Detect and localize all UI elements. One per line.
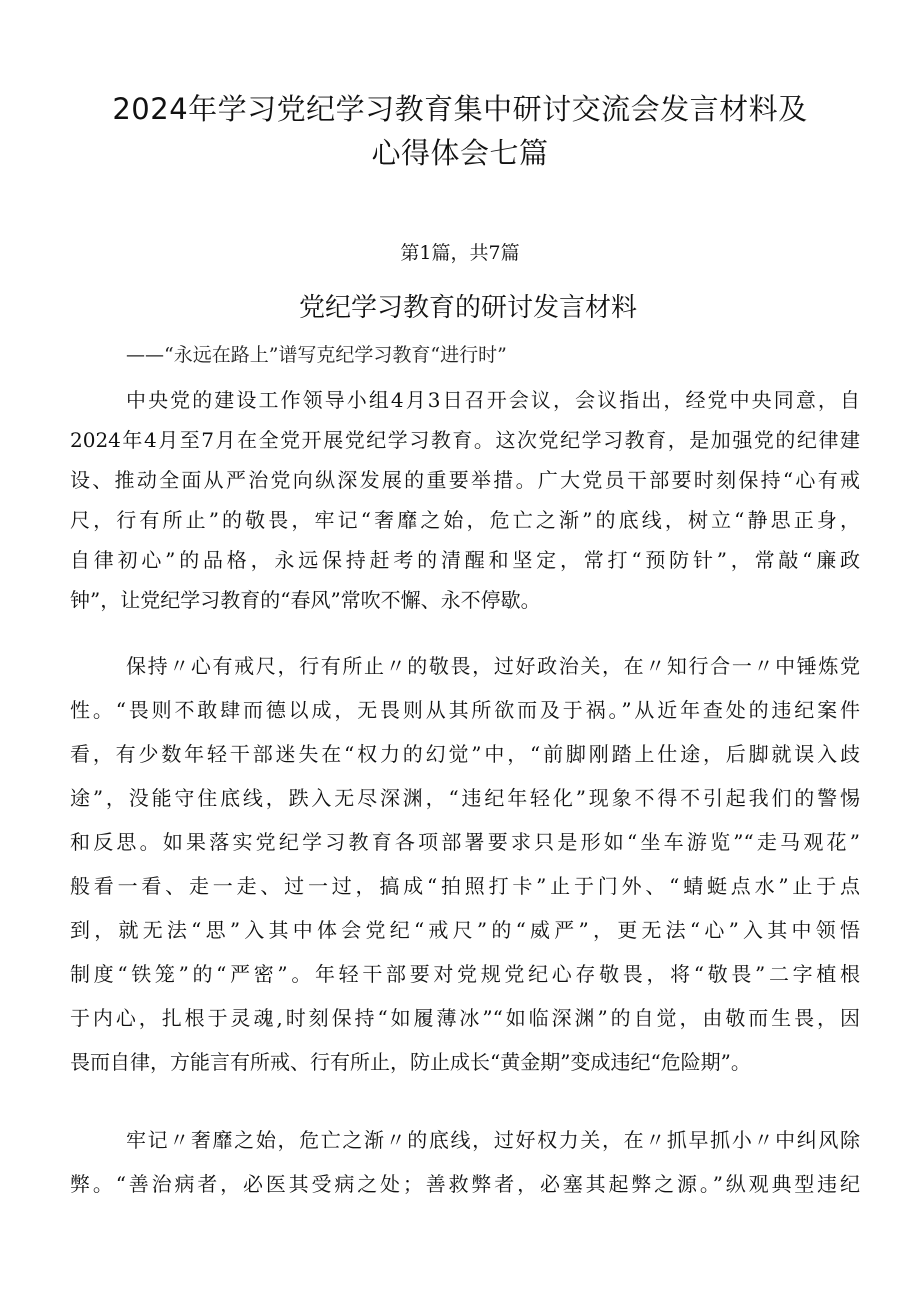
paragraph-line: 和反思。如果落实党纪学习教育各项部署要求只是形如“坐车游览”“走马观花” [70, 830, 860, 854]
paragraph-line: 钟”，让党纪学习教育的“春风”常吹不懈、永不停歇。 [70, 588, 541, 612]
paragraph-line: 中央党的建设工作领导小组4月3日召开会议，会议指出，经党中央同意，自 [126, 388, 860, 412]
paragraph-line: 自律初心”的品格，永远保持赶考的清醒和坚定，常打“预防针”，常敲“廉政 [70, 548, 860, 572]
paragraph-line: 途”，没能守住底线，跌入无尽深渊，“违纪年轻化”现象不得不引起我们的警惕 [70, 786, 860, 810]
paragraph-line: 看，有少数年轻干部迷失在“权力的幻觉”中，“前脚刚踏上仕途，后脚就误入歧 [70, 742, 860, 766]
paragraph-line: 2024年4月至7月在全党开展党纪学习教育。这次党纪学习教育，是加强党的纪律建 [70, 428, 860, 452]
paragraph-line: 畏而自律，方能言有所戒、行有所止，防止成长“黄金期”变成违纪“危险期”。 [70, 1050, 751, 1074]
document-title-line-1: 2024年学习党纪学习教育集中研讨交流会发言材料及 [112, 92, 808, 126]
paragraph-line: 制度“铁笼”的“严密”。年轻干部要对党规党纪心存敬畏，将“敬畏”二字植根 [70, 962, 860, 986]
paragraph-line: 保持〃心有戒尺，行有所止〃的敬畏，过好政治关，在〃知行合一〃中锤炼党 [126, 654, 860, 678]
paragraph-line: 弊。“善治病者，必医其受病之处；善救弊者，必塞其起弊之源。”纵观典型违纪 [70, 1172, 860, 1196]
paragraph-line: 尺，行有所止”的敬畏，牢记“奢靡之始，危亡之渐”的底线，树立“静思正身， [70, 508, 860, 532]
paragraph-line: 设、推动全面从严治党向纵深发展的重要举措。广大党员干部要时刻保持“心有戒 [70, 468, 860, 492]
paragraph-line: 于内心，扎根于灵魂,时刻保持“如履薄冰”“如临深渊”的自觉，由敬而生畏，因 [70, 1006, 860, 1030]
paragraph-line: 般看一看、走一走、过一过，搞成“拍照打卡”止于门外、“蜻蜓点水”止于点 [70, 874, 860, 898]
paragraph-line: 牢记〃奢靡之始，危亡之渐〃的底线，过好权力关，在〃抓早抓小〃中纠风除 [126, 1128, 860, 1152]
document-title-line-2: 心得体会七篇 [371, 136, 549, 170]
part-counter: 第1篇，共7篇 [400, 242, 520, 264]
article-subtitle: ——“永远在路上”谱写克纪学习教育“进行时” [126, 344, 507, 366]
article-title: 党纪学习教育的研讨发言材料 [298, 293, 637, 323]
paragraph-line: 性。“畏则不敢肆而德以成，无畏则从其所欲而及于祸。”从近年查处的违纪案件 [70, 698, 860, 722]
paragraph-line: 到，就无法“思”入其中体会党纪“戒尺”的“威严”，更无法“心”入其中领悟 [70, 918, 860, 942]
